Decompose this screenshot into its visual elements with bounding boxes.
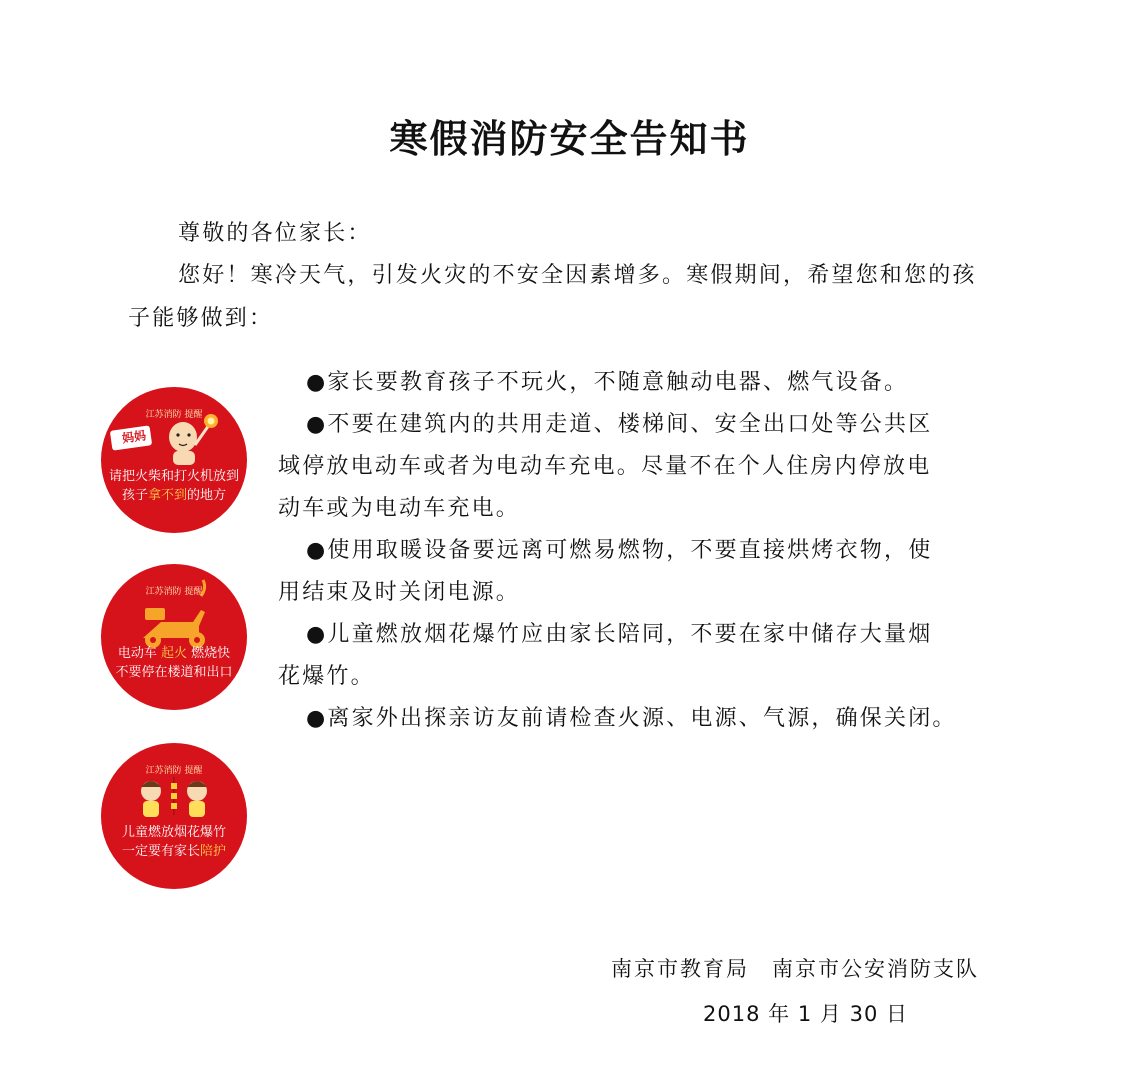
sticker-caption-line-1: 请把火柴和打火机放到	[108, 469, 239, 484]
bullet-text: 家长要教育孩子不玩火，不随意触动电器、燃气设备。	[327, 370, 909, 395]
sticker-tag: 江苏消防 提醒	[145, 766, 203, 776]
date-year: 2018	[703, 1002, 761, 1026]
bullet-item	[278, 698, 998, 740]
greeting: 尊敬的各位家长：	[178, 221, 372, 246]
bullet-text: 儿童燃放烟花爆竹应由家长陪同，不要在家中储存大量烟	[327, 622, 933, 647]
bullet-text-continued: 用结束及时关闭电源。	[278, 580, 521, 605]
date-month: 1	[797, 1002, 813, 1026]
sticker-caption-line-1: 儿童燃放烟花爆竹	[121, 825, 226, 840]
intro-line-2: 子能够做到：	[128, 306, 274, 331]
sticker-caption-line-2: 一定要有家长陪护	[121, 844, 227, 859]
bullet-dot: ●	[306, 706, 328, 731]
bullet-dot: ●	[306, 622, 328, 647]
bullet-text: 使用取暖设备要远离可燃易燃物，不要直接烘烤衣物，使	[327, 538, 933, 563]
sticker-tag: 江苏消防 提醒	[145, 587, 203, 597]
date-day: 30	[849, 1002, 879, 1026]
date-month-unit: 月	[819, 1002, 842, 1026]
bullet-text-continued: 花爆竹。	[278, 664, 375, 689]
bullet-text-continued: 域停放电动车或者为电动车充电。尽量不在个人住房内停放电	[278, 454, 932, 479]
sticker-electric-scooter	[101, 564, 247, 710]
bullet-dot: ●	[306, 538, 328, 563]
sticker-badge-text: 妈妈	[121, 428, 147, 446]
date-year-unit: 年	[768, 1002, 791, 1026]
bullet-item	[278, 362, 998, 404]
bullet-dot: ●	[306, 412, 328, 437]
safety-bullet-list	[278, 362, 998, 740]
document-date	[703, 998, 908, 1028]
bullet-item	[278, 530, 998, 614]
sticker-caption-line-2: 不要停在楼道和出口	[115, 665, 233, 680]
date-day-unit: 日	[886, 1002, 908, 1026]
bullet-text: 离家外出探亲访友前请检查火源、电源、气源，确保关闭。	[327, 706, 957, 731]
bullet-dot: ●	[306, 370, 328, 395]
signature: 南京市教育局 南京市公安消防支队	[611, 957, 979, 981]
sticker-tag: 江苏消防 提醒	[145, 410, 203, 420]
bullet-text-continued: 动车或为电动车充电。	[278, 496, 521, 521]
sticker-caption-line-2: 孩子拿不到的地方	[121, 488, 227, 503]
sticker-matches-lighter	[101, 387, 247, 533]
bullet-item	[278, 404, 998, 530]
bullet-text: 不要在建筑内的共用走道、楼梯间、安全出口处等公共区	[327, 412, 933, 437]
document-title: 寒假消防安全告知书	[389, 117, 750, 161]
intro-line-1: 您好！寒冷天气，引发火灾的不安全因素增多。寒假期间，希望您和您的孩	[178, 263, 977, 288]
bullet-item	[278, 614, 998, 698]
sticker-caption-line-1: 电动车 起火 燃烧快	[117, 646, 231, 661]
sticker-firecracker	[101, 743, 247, 889]
